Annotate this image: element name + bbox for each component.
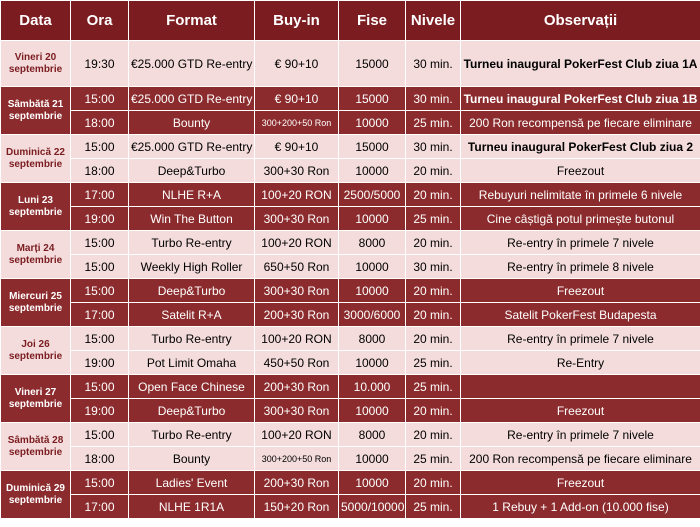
chips-cell: 10000 xyxy=(339,447,406,471)
buyin-cell: 300+30 Ron xyxy=(255,159,339,183)
header-row xyxy=(1,1,700,41)
time-cell: 18:00 xyxy=(71,111,129,135)
notes-cell: 1 Rebuy + 1 Add-on (10.000 fise) xyxy=(461,495,700,519)
table-row xyxy=(1,111,700,135)
notes-cell: Satelit PokerFest Budapesta xyxy=(461,303,700,327)
table-row xyxy=(1,87,700,111)
table-row xyxy=(1,41,700,87)
time-cell: 17:00 xyxy=(71,495,129,519)
format-cell: €25.000 GTD Re-entry xyxy=(129,41,255,87)
buyin-cell: 200+30 Ron xyxy=(255,303,339,327)
buyin-cell: 150+20 Ron xyxy=(255,495,339,519)
format-cell: Pot Limit Omaha xyxy=(129,351,255,375)
buyin-cell: 100+20 RON xyxy=(255,183,339,207)
time-cell: 15:00 xyxy=(71,423,129,447)
levels-cell: 25 min. xyxy=(406,207,461,231)
table-row xyxy=(1,351,700,375)
chips-cell: 10000 xyxy=(339,351,406,375)
levels-cell: 20 min. xyxy=(406,183,461,207)
buyin-cell: 200+30 Ron xyxy=(255,375,339,399)
levels-cell: 20 min. xyxy=(406,423,461,447)
levels-cell: 30 min. xyxy=(406,87,461,111)
time-cell: 19:00 xyxy=(71,207,129,231)
time-cell: 15:00 xyxy=(71,87,129,111)
buyin-cell: 300+30 Ron xyxy=(255,399,339,423)
time-cell: 15:00 xyxy=(71,231,129,255)
levels-cell: 20 min. xyxy=(406,159,461,183)
format-cell: Deep&Turbo xyxy=(129,159,255,183)
table-row xyxy=(1,399,700,423)
time-cell: 19:00 xyxy=(71,351,129,375)
buyin-cell: 650+50 Ron xyxy=(255,255,339,279)
day-cell: Miercuri 25 septembrie xyxy=(1,279,71,327)
table-row xyxy=(1,183,700,207)
table-row xyxy=(1,255,700,279)
notes-cell: Turneu inaugural PokerFest Club ziua 1B xyxy=(461,87,700,111)
table-row xyxy=(1,471,700,495)
format-cell: Deep&Turbo xyxy=(129,279,255,303)
chips-cell: 15000 xyxy=(339,41,406,87)
chips-cell: 10000 xyxy=(339,399,406,423)
buyin-cell: 300+30 Ron xyxy=(255,207,339,231)
levels-cell: 30 min. xyxy=(406,255,461,279)
notes-cell xyxy=(461,375,700,399)
levels-cell: 30 min. xyxy=(406,135,461,159)
chips-cell: 10000 xyxy=(339,255,406,279)
chips-cell: 8000 xyxy=(339,231,406,255)
format-cell: NLHE 1R1A xyxy=(129,495,255,519)
format-cell: Satelit R+A xyxy=(129,303,255,327)
levels-cell: 25 min. xyxy=(406,111,461,135)
time-cell: 19:30 xyxy=(71,41,129,87)
header-buyin: Buy-in xyxy=(255,1,339,41)
time-cell: 19:00 xyxy=(71,399,129,423)
notes-cell: Freezout xyxy=(461,399,700,423)
levels-cell: 30 min. xyxy=(406,41,461,87)
notes-cell: Re-entry în primele 7 nivele xyxy=(461,231,700,255)
header-ora: Ora xyxy=(71,1,129,41)
format-cell: Deep&Turbo xyxy=(129,399,255,423)
day-cell: Duminică 22 septembrie xyxy=(1,135,71,183)
notes-cell: Turneu inaugural PokerFest Club ziua 1A xyxy=(461,41,700,87)
day-cell: Sâmbătă 21 septembrie xyxy=(1,87,71,135)
buyin-cell: 200+30 Ron xyxy=(255,471,339,495)
buyin-cell: 100+20 RON xyxy=(255,231,339,255)
table-row xyxy=(1,375,700,399)
format-cell: €25.000 GTD Re-entry xyxy=(129,135,255,159)
table-row xyxy=(1,231,700,255)
format-cell: Bounty xyxy=(129,447,255,471)
levels-cell: 20 min. xyxy=(406,327,461,351)
table-row xyxy=(1,207,700,231)
format-cell: Turbo Re-entry xyxy=(129,231,255,255)
levels-cell: 20 min. xyxy=(406,471,461,495)
levels-cell: 25 min. xyxy=(406,447,461,471)
chips-cell: 15000 xyxy=(339,135,406,159)
time-cell: 17:00 xyxy=(71,183,129,207)
chips-cell: 10000 xyxy=(339,207,406,231)
format-cell: Turbo Re-entry xyxy=(129,423,255,447)
levels-cell: 25 min. xyxy=(406,495,461,519)
levels-cell: 25 min. xyxy=(406,351,461,375)
buyin-cell: 300+30 Ron xyxy=(255,279,339,303)
day-cell: Joi 26 septembrie xyxy=(1,327,71,375)
day-cell: Marți 24 septembrie xyxy=(1,231,71,279)
table-row xyxy=(1,327,700,351)
time-cell: 15:00 xyxy=(71,327,129,351)
time-cell: 18:00 xyxy=(71,159,129,183)
day-cell: Vineri 27 septembrie xyxy=(1,375,71,423)
buyin-cell: 100+20 RON xyxy=(255,423,339,447)
format-cell: Ladies' Event xyxy=(129,471,255,495)
notes-cell: Cine câștigă potul primește butonul xyxy=(461,207,700,231)
time-cell: 17:00 xyxy=(71,303,129,327)
chips-cell: 10000 xyxy=(339,111,406,135)
levels-cell: 20 min. xyxy=(406,231,461,255)
chips-cell: 15000 xyxy=(339,87,406,111)
buyin-cell: € 90+10 xyxy=(255,41,339,87)
chips-cell: 10.000 xyxy=(339,375,406,399)
notes-cell: Re-entry în primele 7 nivele xyxy=(461,327,700,351)
levels-cell: 20 min. xyxy=(406,279,461,303)
format-cell: Win The Button xyxy=(129,207,255,231)
header-data: Data xyxy=(1,1,71,41)
notes-cell: Re-entry în primele 7 nivele xyxy=(461,423,700,447)
buyin-cell: 450+50 Ron xyxy=(255,351,339,375)
buyin-cell: € 90+10 xyxy=(255,135,339,159)
header-observatii: Observații xyxy=(461,1,700,41)
chips-cell: 10000 xyxy=(339,159,406,183)
notes-cell: 200 Ron recompensă pe fiecare eliminare xyxy=(461,111,700,135)
notes-cell: Re-Entry xyxy=(461,351,700,375)
notes-cell: Turneu inaugural PokerFest Club ziua 2 xyxy=(461,135,700,159)
time-cell: 15:00 xyxy=(71,375,129,399)
header-format: Format xyxy=(129,1,255,41)
buyin-cell: € 90+10 xyxy=(255,87,339,111)
chips-cell: 5000/10000 xyxy=(339,495,406,519)
time-cell: 15:00 xyxy=(71,135,129,159)
chips-cell: 10000 xyxy=(339,279,406,303)
chips-cell: 8000 xyxy=(339,327,406,351)
header-fise: Fise xyxy=(339,1,406,41)
notes-cell: Freezout xyxy=(461,279,700,303)
header-nivele: Nivele xyxy=(406,1,461,41)
table-row xyxy=(1,423,700,447)
table-row xyxy=(1,303,700,327)
table-row xyxy=(1,495,700,519)
levels-cell: 25 min. xyxy=(406,375,461,399)
format-cell: Bounty xyxy=(129,111,255,135)
notes-cell: Freezout xyxy=(461,471,700,495)
format-cell: Weekly High Roller xyxy=(129,255,255,279)
time-cell: 15:00 xyxy=(71,279,129,303)
day-cell: Vineri 20 septembrie xyxy=(1,41,71,87)
table-row xyxy=(1,135,700,159)
format-cell: Turbo Re-entry xyxy=(129,327,255,351)
notes-cell: 200 Ron recompensă pe fiecare eliminare xyxy=(461,447,700,471)
table-row xyxy=(1,447,700,471)
notes-cell: Freezout xyxy=(461,159,700,183)
time-cell: 18:00 xyxy=(71,447,129,471)
chips-cell: 10000 xyxy=(339,471,406,495)
format-cell: NLHE R+A xyxy=(129,183,255,207)
day-cell: Luni 23 septembrie xyxy=(1,183,71,231)
time-cell: 15:00 xyxy=(71,471,129,495)
notes-cell: Rebuyuri nelimitate în primele 6 nivele xyxy=(461,183,700,207)
day-cell: Sâmbătă 28 septembrie xyxy=(1,423,71,471)
table-row xyxy=(1,159,700,183)
buyin-cell: 300+200+50 Ron xyxy=(255,447,339,471)
buyin-cell: 100+20 RON xyxy=(255,327,339,351)
time-cell: 15:00 xyxy=(71,255,129,279)
levels-cell: 20 min. xyxy=(406,303,461,327)
chips-cell: 8000 xyxy=(339,423,406,447)
chips-cell: 3000/6000 xyxy=(339,303,406,327)
notes-cell: Re-entry în primele 8 nivele xyxy=(461,255,700,279)
format-cell: Open Face Chinese xyxy=(129,375,255,399)
levels-cell: 20 min. xyxy=(406,399,461,423)
day-cell: Duminică 29 septembrie xyxy=(1,471,71,519)
table-row xyxy=(1,279,700,303)
buyin-cell: 300+200+50 Ron xyxy=(255,111,339,135)
chips-cell: 2500/5000 xyxy=(339,183,406,207)
format-cell: €25.000 GTD Re-entry xyxy=(129,87,255,111)
